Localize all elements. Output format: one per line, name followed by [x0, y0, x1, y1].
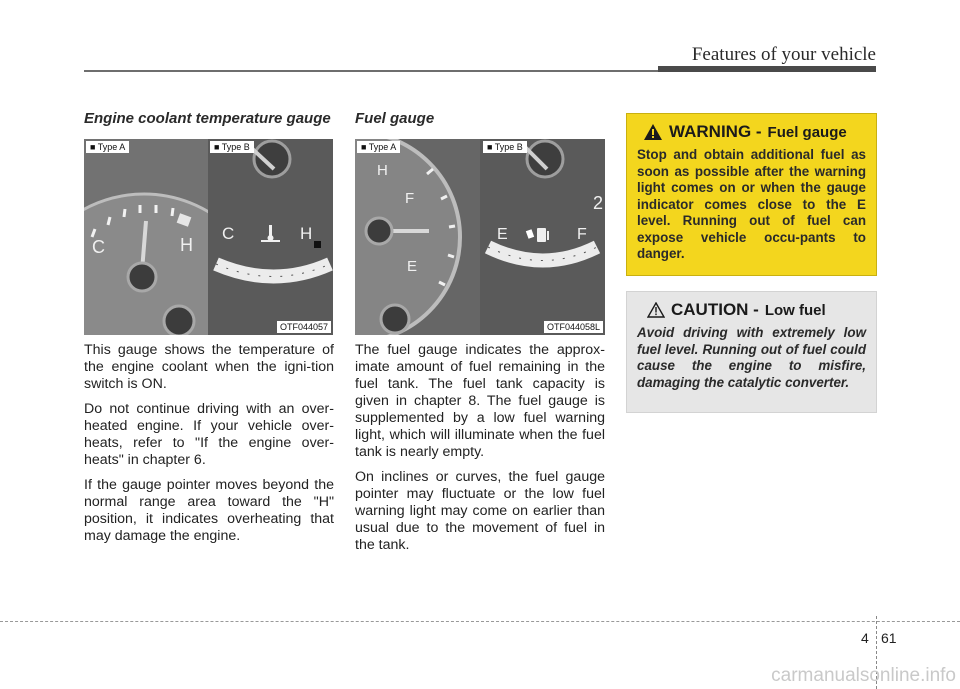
header-rule-accent — [658, 66, 876, 72]
fuel-a-h-label: H — [377, 162, 388, 179]
coolant-a-c-label: C — [92, 237, 105, 257]
fuel-type-a-label: ■ Type A — [357, 141, 400, 153]
fuel-b-2-label: 2 — [593, 193, 604, 213]
warning-label: WARNING - — [669, 122, 762, 141]
warning-text: Stop and obtain additional fuel as soon as possible after the warning light comes on or when the gauge indicator comes close to the E level. Running out of fuel can expose vehicle occu-pants to danger. — [637, 147, 866, 261]
header-title: Features of your vehicle — [691, 44, 876, 65]
coolant-paragraph: Do not continue driving with an over-heated engine. If your vehicle over-heats, refer to "If the engine over-heats" in chapter 6. — [84, 401, 334, 468]
fuel-a-e-label: E — [407, 258, 418, 275]
warning-box — [626, 113, 877, 276]
caution-heading — [647, 300, 866, 320]
caution-box — [626, 291, 877, 413]
footer-rule — [0, 621, 960, 622]
coolant-b-c-label: C — [222, 224, 235, 243]
caution-label: CAUTION - — [671, 300, 759, 319]
coolant-gauge-illustration — [84, 139, 333, 335]
coolant-section-title: Engine coolant temperature gauge — [84, 110, 331, 127]
watermark: carmanualsonline.info — [771, 665, 956, 686]
coolant-paragraph: This gauge shows the temperature of the engine coolant when the igni-tion switch is ON. — [84, 342, 334, 392]
coolant-image-code: OTF044057 — [277, 321, 331, 333]
fuel-section-title: Fuel gauge — [355, 110, 435, 127]
caution-subject: Low fuel — [764, 301, 826, 319]
coolant-gauge-photo — [84, 139, 333, 335]
coolant-type-a-label: ■ Type A — [86, 141, 129, 153]
coolant-b-h-label: H — [300, 224, 313, 243]
coolant-paragraph: If the gauge pointer moves beyond the normal range area toward the "H" position, it indicates overheating that may damage the engine. — [84, 477, 334, 544]
fuel-b-f-label: F — [577, 226, 587, 243]
chapter-number: 4 — [861, 630, 869, 646]
fuel-image-code: OTF044058L — [544, 321, 603, 333]
fuel-gauge-illustration — [355, 139, 605, 335]
fuel-a-f-label: F — [405, 190, 415, 207]
warning-triangle-icon — [643, 123, 663, 141]
coolant-type-b-label: ■ Type B — [210, 141, 254, 153]
caution-triangle-icon — [647, 302, 665, 318]
coolant-a-h-label: H — [180, 235, 193, 255]
fuel-body-text — [355, 342, 605, 562]
coolant-body-text — [84, 342, 334, 553]
warning-heading — [643, 122, 866, 142]
fuel-b-e-label: E — [497, 226, 508, 243]
fuel-paragraph: The fuel gauge indicates the approx-imate amount of fuel remaining in the fuel tank. The fuel tank capacity is given in chapter 8. The fuel gauge is supplemented by a low fuel warning light, which will illuminate when the fuel tank is nearly empty. — [355, 342, 605, 460]
fuel-gauge-photo — [355, 139, 605, 335]
fuel-paragraph: On inclines or curves, the fuel gauge pointer may fluctuate or the low fuel warning light may come on earlier than usual due to the movement of fuel in the tank. — [355, 469, 605, 553]
fuel-type-b-label: ■ Type B — [483, 141, 527, 153]
page-number: 61 — [881, 630, 897, 646]
warning-subject: Fuel gauge — [767, 123, 847, 141]
caution-text: Avoid driving with extremely low fuel level. Running out of fuel could cause the engine to misfire, damaging the catalytic converter. — [637, 325, 866, 390]
